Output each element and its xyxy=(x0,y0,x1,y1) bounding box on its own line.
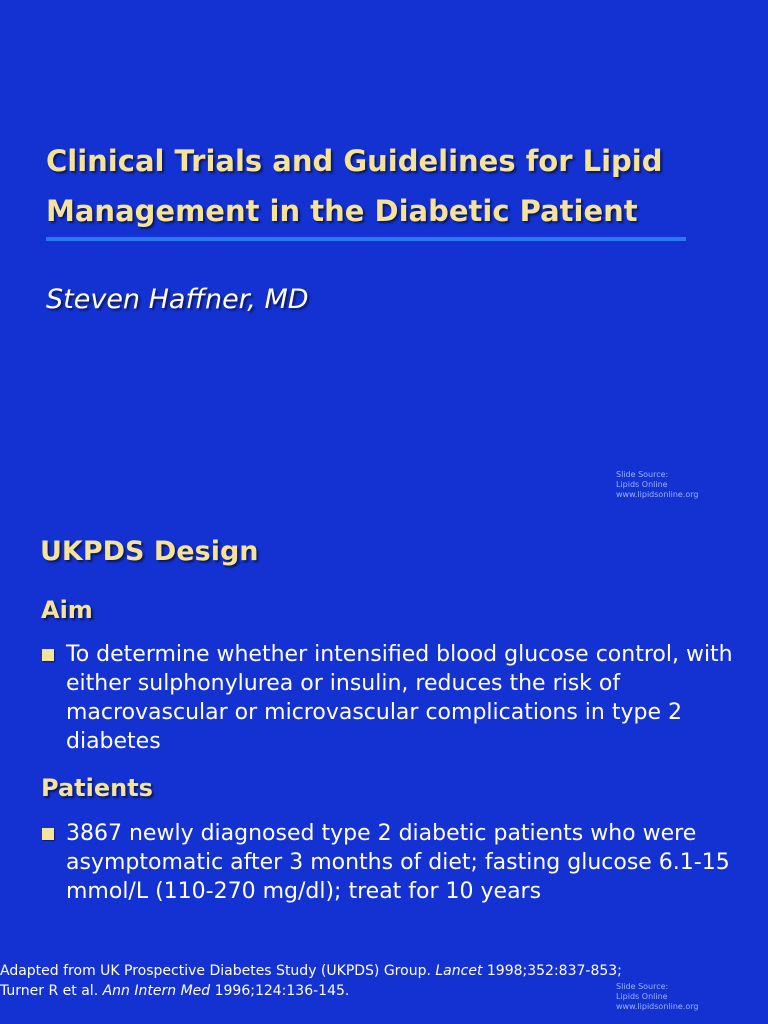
citation-text: Turner R et al. xyxy=(0,983,103,999)
source-name: Lipids Online xyxy=(616,480,668,489)
slide-source xyxy=(616,982,699,1012)
author-name: Steven Haffner, MD xyxy=(46,284,309,315)
citation-line-1 xyxy=(0,961,622,981)
source-name: Lipids Online xyxy=(616,992,668,1001)
square-bullet-icon xyxy=(42,828,54,840)
source-url: www.lipidsonline.org xyxy=(616,490,699,499)
slide-title xyxy=(46,136,736,236)
aim-bullet xyxy=(42,640,742,756)
citation-ref: 1996;124:136-145. xyxy=(210,983,350,999)
slide-heading: UKPDS Design xyxy=(40,536,259,567)
aim-bullet-text: To determine whether intensified blood glucose control, with either sulphonylurea or insulin, reduces the risk of macrovascular or microvascular complications in type 2 diabetes xyxy=(66,642,733,754)
citation-text: Adapted from UK Prospective Diabetes Study (UKPDS) Group. xyxy=(0,963,436,979)
title-line-1: Clinical Trials and Guidelines for Lipid xyxy=(46,144,663,178)
content-slide xyxy=(0,512,768,1024)
citation-ref: 1998;352:837-853; xyxy=(482,963,622,979)
title-divider xyxy=(46,237,686,241)
slide-source xyxy=(616,470,699,500)
source-label: Slide Source: xyxy=(616,982,669,991)
journal-name: Ann Intern Med xyxy=(102,983,211,999)
square-bullet-icon xyxy=(42,649,54,661)
patients-bullet xyxy=(42,819,742,906)
patients-bullet-text: 3867 newly diagnosed type 2 diabetic patients who were asymptomatic after 3 months of diet; fasting glucose 6.1-15 mmol/L (110-270 mg/dl); treat for 10 years xyxy=(66,821,730,904)
journal-name: Lancet xyxy=(435,963,483,979)
source-label: Slide Source: xyxy=(616,470,669,479)
source-url: www.lipidsonline.org xyxy=(616,1002,699,1011)
citation-line-2 xyxy=(0,981,622,1001)
citation xyxy=(0,961,622,1001)
title-line-2: Management in the Diabetic Patient xyxy=(46,194,638,228)
aim-heading: Aim xyxy=(41,596,93,624)
patients-heading: Patients xyxy=(41,774,153,802)
